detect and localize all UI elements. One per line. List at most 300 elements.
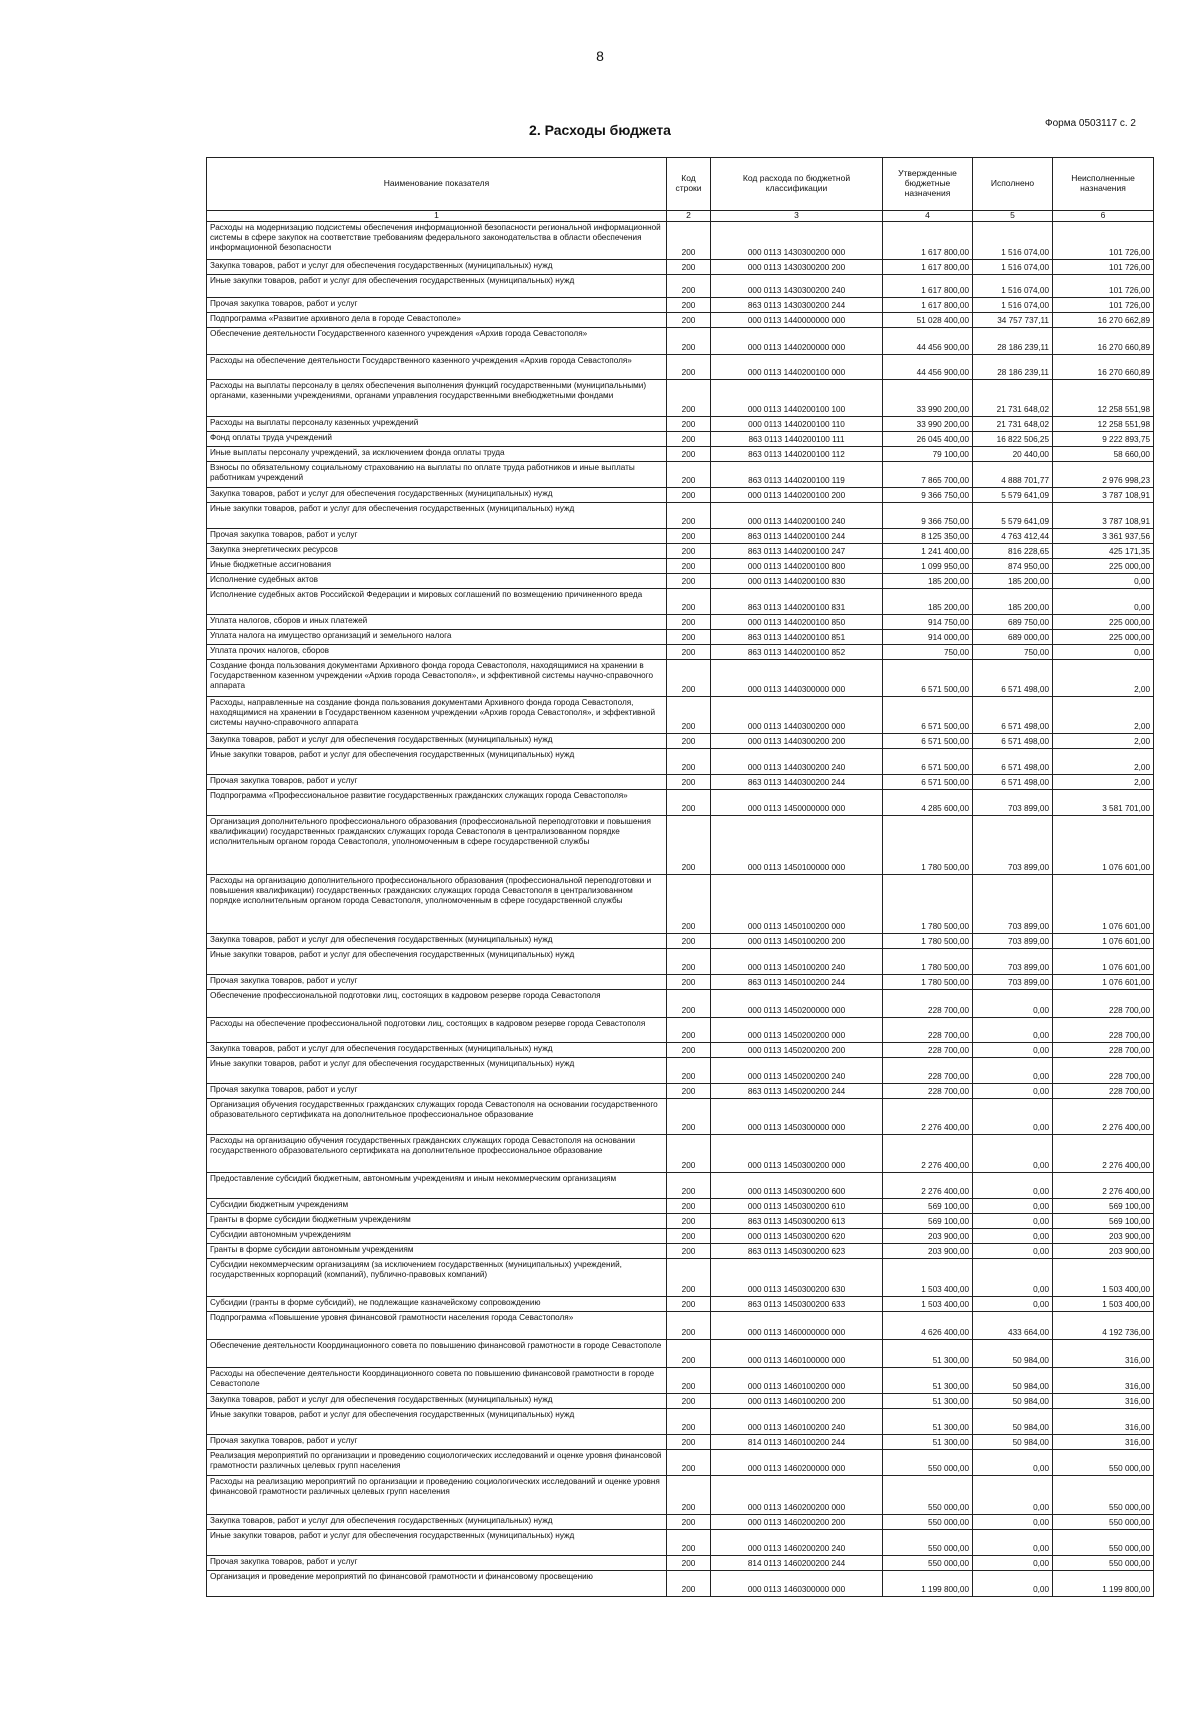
row-approved: 51 300,00 [883,1409,973,1435]
row-line-code: 200 [667,1214,711,1229]
table-row [207,1530,1154,1556]
row-name: Расходы на обеспечение деятельности Государственного казенного учреждения «Архив города Севастополя» [207,355,667,380]
row-line-code: 200 [667,1530,711,1556]
form-code: Форма 0503117 с. 2 [1044,118,1136,129]
row-approved: 9 366 750,00 [883,488,973,503]
row-executed: 50 984,00 [973,1368,1053,1394]
row-unexecuted: 225 000,00 [1053,559,1154,574]
row-unexecuted: 2,00 [1053,734,1154,749]
column-number: 6 [1053,211,1154,222]
table-body [207,222,1154,1597]
row-line-code: 200 [667,417,711,432]
row-line-code: 200 [667,380,711,417]
row-unexecuted: 9 222 893,75 [1053,432,1154,447]
header-executed: Исполнено [973,158,1053,211]
table-row [207,1084,1154,1099]
row-line-code: 200 [667,875,711,934]
row-approved: 1 780 500,00 [883,875,973,934]
row-line-code: 200 [667,949,711,975]
column-number: 4 [883,211,973,222]
row-line-code: 200 [667,1435,711,1450]
row-classification-code: 000 0113 1450100200 200 [711,934,883,949]
header-unexecuted: Неисполненные назначения [1053,158,1154,211]
row-classification-code: 000 0113 1450100200 000 [711,875,883,934]
table-row [207,816,1154,875]
row-unexecuted: 2 276 400,00 [1053,1099,1154,1135]
row-line-code: 200 [667,328,711,355]
row-line-code: 200 [667,275,711,298]
row-executed: 28 186 239,11 [973,328,1053,355]
table-row [207,1135,1154,1173]
row-executed: 6 571 498,00 [973,749,1053,775]
row-executed: 0,00 [973,1229,1053,1244]
row-classification-code: 863 0113 1450100200 244 [711,975,883,990]
row-name: Закупка товаров, работ и услуг для обеспечения государственных (муниципальных) нужд [207,260,667,275]
table-row [207,1199,1154,1214]
row-classification-code: 863 0113 1450300200 633 [711,1297,883,1312]
row-approved: 203 900,00 [883,1229,973,1244]
row-classification-code: 000 0113 1440300000 000 [711,660,883,697]
row-classification-code: 863 0113 1430300200 244 [711,298,883,313]
header-indicator-name: Наименование показателя [207,158,667,211]
row-approved: 79 100,00 [883,447,973,462]
table-row [207,1099,1154,1135]
row-line-code: 200 [667,990,711,1018]
row-name: Субсидии (гранты в форме субсидий), не подлежащие казначейскому сопровождению [207,1297,667,1312]
row-name: Обеспечение профессиональной подготовки лиц, состоящих в кадровом резерве города Севастополя [207,990,667,1018]
row-name: Закупка товаров, работ и услуг для обеспечения государственных (муниципальных) нужд [207,734,667,749]
row-name: Обеспечение деятельности Государственного казенного учреждения «Архив города Севастополя» [207,328,667,355]
row-line-code: 200 [667,488,711,503]
row-name: Взносы по обязательному социальному страхованию на выплаты по оплате труда работников и иные выплаты работникам учреждений [207,462,667,488]
row-name: Исполнение судебных актов Российской Федерации и мировых соглашений по возмещению причиненного вреда [207,589,667,615]
row-classification-code: 863 0113 1440200100 119 [711,462,883,488]
row-executed: 0,00 [973,1173,1053,1199]
row-classification-code: 000 0113 1450300200 610 [711,1199,883,1214]
row-line-code: 200 [667,1515,711,1530]
row-approved: 1 617 800,00 [883,275,973,298]
row-name: Расходы на организацию обучения государственных гражданских служащих города Севастополя на основании государственного образовательного сертификата на дополнительное профессиональное образование [207,1135,667,1173]
row-unexecuted: 0,00 [1053,589,1154,615]
row-classification-code: 000 0113 1440200000 000 [711,328,883,355]
row-line-code: 200 [667,630,711,645]
row-name: Расходы на модернизацию подсистемы обеспечения информационной безопасности региональной информационной системы в сфере закупок на соответствие требованиям федерального законодательства в области обеспечения информационной безопасности [207,222,667,260]
row-approved: 9 366 750,00 [883,503,973,529]
row-approved: 8 125 350,00 [883,529,973,544]
row-classification-code: 863 0113 1440200100 851 [711,630,883,645]
row-executed: 1 516 074,00 [973,260,1053,275]
row-approved: 44 456 900,00 [883,355,973,380]
row-executed: 0,00 [973,1018,1053,1043]
row-unexecuted: 3 361 937,56 [1053,529,1154,544]
table-row [207,589,1154,615]
row-name: Иные закупки товаров, работ и услуг для обеспечения государственных (муниципальных) нужд [207,1530,667,1556]
row-executed: 6 571 498,00 [973,697,1053,734]
row-line-code: 200 [667,615,711,630]
row-executed: 20 440,00 [973,447,1053,462]
row-name: Подпрограмма «Повышение уровня финансовой грамотности населения города Севастополя» [207,1312,667,1340]
row-name: Расходы на обеспечение деятельности Координационного совета по повышению финансовой грамотности в городе Севастополе [207,1368,667,1394]
table-row [207,260,1154,275]
row-line-code: 200 [667,1058,711,1084]
row-classification-code: 814 0113 1460100200 244 [711,1435,883,1450]
row-approved: 6 571 500,00 [883,697,973,734]
row-classification-code: 000 0113 1460100200 200 [711,1394,883,1409]
row-executed: 816 228,65 [973,544,1053,559]
row-classification-code: 000 0113 1450200200 240 [711,1058,883,1084]
table-row [207,503,1154,529]
row-classification-code: 000 0113 1460100000 000 [711,1340,883,1368]
row-approved: 6 571 500,00 [883,734,973,749]
row-unexecuted: 228 700,00 [1053,1018,1154,1043]
row-line-code: 200 [667,1259,711,1297]
row-executed: 185 200,00 [973,589,1053,615]
row-executed: 0,00 [973,1244,1053,1259]
row-executed: 21 731 648,02 [973,417,1053,432]
document-title: 2. Расходы бюджета [529,122,671,138]
row-executed: 1 516 074,00 [973,275,1053,298]
table-row [207,447,1154,462]
row-unexecuted: 2 276 400,00 [1053,1135,1154,1173]
table-row [207,488,1154,503]
row-classification-code: 000 0113 1450300000 000 [711,1099,883,1135]
table-row [207,222,1154,260]
row-unexecuted: 101 726,00 [1053,260,1154,275]
table-row [207,1229,1154,1244]
row-approved: 1 780 500,00 [883,975,973,990]
row-classification-code: 000 0113 1450300200 000 [711,1135,883,1173]
row-unexecuted: 16 270 660,89 [1053,355,1154,380]
table-row [207,1556,1154,1571]
table-row [207,1476,1154,1515]
table-row [207,645,1154,660]
table-row [207,775,1154,790]
row-line-code: 200 [667,355,711,380]
row-name: Расходы на выплаты персоналу казенных учреждений [207,417,667,432]
table-row [207,417,1154,432]
row-line-code: 200 [667,816,711,875]
row-line-code: 200 [667,574,711,589]
row-unexecuted: 101 726,00 [1053,298,1154,313]
table-row [207,1450,1154,1476]
row-approved: 51 300,00 [883,1435,973,1450]
row-approved: 1 780 500,00 [883,816,973,875]
table-row [207,313,1154,328]
row-name: Закупка товаров, работ и услуг для обеспечения государственных (муниципальных) нужд [207,488,667,503]
row-approved: 44 456 900,00 [883,328,973,355]
table-row [207,615,1154,630]
row-approved: 1 780 500,00 [883,949,973,975]
row-classification-code: 000 0113 1430300200 200 [711,260,883,275]
row-name: Закупка товаров, работ и услуг для обеспечения государственных (муниципальных) нужд [207,1394,667,1409]
row-approved: 2 276 400,00 [883,1173,973,1199]
row-executed: 703 899,00 [973,975,1053,990]
row-executed: 0,00 [973,1476,1053,1515]
table-row [207,559,1154,574]
row-approved: 914 000,00 [883,630,973,645]
row-name: Закупка энергетических ресурсов [207,544,667,559]
row-executed: 0,00 [973,1450,1053,1476]
row-line-code: 200 [667,975,711,990]
row-unexecuted: 1 076 601,00 [1053,934,1154,949]
table-row [207,934,1154,949]
row-name: Закупка товаров, работ и услуг для обеспечения государственных (муниципальных) нужд [207,1515,667,1530]
row-unexecuted: 0,00 [1053,574,1154,589]
row-classification-code: 000 0113 1440200100 000 [711,355,883,380]
row-unexecuted: 1 076 601,00 [1053,975,1154,990]
row-approved: 1 241 400,00 [883,544,973,559]
row-name: Прочая закупка товаров, работ и услуг [207,298,667,313]
row-approved: 1 617 800,00 [883,260,973,275]
table-row [207,1571,1154,1597]
row-line-code: 200 [667,775,711,790]
row-line-code: 200 [667,697,711,734]
row-name: Иные закупки товаров, работ и услуг для обеспечения государственных (муниципальных) нужд [207,1409,667,1435]
table-row [207,1409,1154,1435]
table-row [207,1435,1154,1450]
row-line-code: 200 [667,1018,711,1043]
row-classification-code: 000 0113 1440200100 110 [711,417,883,432]
table-row [207,949,1154,975]
row-approved: 550 000,00 [883,1515,973,1530]
table-row [207,1018,1154,1043]
table-row [207,1515,1154,1530]
row-approved: 228 700,00 [883,990,973,1018]
table-row [207,1214,1154,1229]
row-executed: 16 822 506,25 [973,432,1053,447]
row-name: Организация обучения государственных гражданских служащих города Севастополя на основании государственного образовательного сертификата на дополнительное профессиональное образование [207,1099,667,1135]
header-line-code: Код строки [667,158,711,211]
row-name: Прочая закупка товаров, работ и услуг [207,529,667,544]
table-row [207,660,1154,697]
row-executed: 1 516 074,00 [973,298,1053,313]
row-line-code: 200 [667,1297,711,1312]
row-executed: 0,00 [973,1043,1053,1058]
row-classification-code: 000 0113 1450200200 000 [711,1018,883,1043]
row-executed: 0,00 [973,1058,1053,1084]
row-executed: 703 899,00 [973,949,1053,975]
row-line-code: 200 [667,1312,711,1340]
row-name: Иные закупки товаров, работ и услуг для обеспечения государственных (муниципальных) нужд [207,949,667,975]
row-classification-code: 863 0113 1450300200 613 [711,1214,883,1229]
expenses-table [206,157,1154,1597]
row-executed: 0,00 [973,1297,1053,1312]
row-unexecuted: 2,00 [1053,660,1154,697]
row-executed: 0,00 [973,1515,1053,1530]
row-executed: 689 000,00 [973,630,1053,645]
row-executed: 0,00 [973,1556,1053,1571]
table-row [207,432,1154,447]
row-unexecuted: 16 270 660,89 [1053,328,1154,355]
row-unexecuted: 16 270 662,89 [1053,313,1154,328]
row-classification-code: 863 0113 1440200100 831 [711,589,883,615]
row-unexecuted: 550 000,00 [1053,1556,1154,1571]
row-approved: 228 700,00 [883,1018,973,1043]
row-line-code: 200 [667,447,711,462]
row-line-code: 200 [667,298,711,313]
row-line-code: 200 [667,790,711,816]
row-approved: 7 865 700,00 [883,462,973,488]
row-executed: 50 984,00 [973,1435,1053,1450]
table-row [207,990,1154,1018]
row-line-code: 200 [667,1571,711,1597]
row-unexecuted: 316,00 [1053,1394,1154,1409]
row-approved: 1 099 950,00 [883,559,973,574]
row-name: Прочая закупка товаров, работ и услуг [207,775,667,790]
table-row [207,1340,1154,1368]
row-unexecuted: 228 700,00 [1053,1058,1154,1084]
row-unexecuted: 569 100,00 [1053,1214,1154,1229]
row-classification-code: 000 0113 1450300200 600 [711,1173,883,1199]
row-approved: 185 200,00 [883,574,973,589]
row-line-code: 200 [667,589,711,615]
row-unexecuted: 228 700,00 [1053,990,1154,1018]
row-line-code: 200 [667,749,711,775]
row-classification-code: 000 0113 1460000000 000 [711,1312,883,1340]
row-unexecuted: 101 726,00 [1053,222,1154,260]
row-classification-code: 863 0113 1440200100 112 [711,447,883,462]
row-unexecuted: 1 076 601,00 [1053,875,1154,934]
row-name: Обеспечение деятельности Координационного совета по повышению финансовой грамотности в городе Севастополе [207,1340,667,1368]
row-approved: 51 300,00 [883,1368,973,1394]
row-executed: 50 984,00 [973,1340,1053,1368]
row-approved: 33 990 200,00 [883,380,973,417]
row-classification-code: 000 0113 1460200200 240 [711,1530,883,1556]
row-line-code: 200 [667,645,711,660]
table-row [207,574,1154,589]
row-classification-code: 000 0113 1460300000 000 [711,1571,883,1597]
table-row [207,790,1154,816]
row-approved: 2 276 400,00 [883,1135,973,1173]
row-unexecuted: 2,00 [1053,697,1154,734]
row-unexecuted: 225 000,00 [1053,630,1154,645]
row-classification-code: 000 0113 1450100000 000 [711,816,883,875]
table-row [207,1312,1154,1340]
column-number-row [207,211,1154,222]
row-approved: 6 571 500,00 [883,749,973,775]
row-name: Расходы, направленные на создание фонда пользования документами Архивного фонда города Севастополя, находящимися на хранении в Государственном казенном учреждении «Архив города Севастополя», и эффективной системы научно-справочного аппарата [207,697,667,734]
row-line-code: 200 [667,734,711,749]
row-unexecuted: 203 900,00 [1053,1244,1154,1259]
row-line-code: 200 [667,432,711,447]
row-unexecuted: 2,00 [1053,749,1154,775]
row-executed: 750,00 [973,645,1053,660]
row-executed: 50 984,00 [973,1409,1053,1435]
row-name: Подпрограмма «Развитие архивного дела в городе Севастополе» [207,313,667,328]
row-approved: 228 700,00 [883,1084,973,1099]
table-row [207,1297,1154,1312]
row-classification-code: 000 0113 1440300200 240 [711,749,883,775]
row-unexecuted: 2 976 998,23 [1053,462,1154,488]
row-line-code: 200 [667,1173,711,1199]
row-unexecuted: 1 076 601,00 [1053,816,1154,875]
row-executed: 0,00 [973,1099,1053,1135]
row-approved: 550 000,00 [883,1530,973,1556]
row-line-code: 200 [667,260,711,275]
row-executed: 433 664,00 [973,1312,1053,1340]
row-classification-code: 863 0113 1450300200 623 [711,1244,883,1259]
row-name: Фонд оплаты труда учреждений [207,432,667,447]
table-row [207,275,1154,298]
row-line-code: 200 [667,1099,711,1135]
row-classification-code: 000 0113 1440300200 000 [711,697,883,734]
header-approved: Утвержденные бюджетные назначения [883,158,973,211]
row-unexecuted: 1 503 400,00 [1053,1259,1154,1297]
row-executed: 6 571 498,00 [973,775,1053,790]
table-row [207,1244,1154,1259]
row-name: Предоставление субсидий бюджетным, автономным учреждениям и иным некоммерческим организациям [207,1173,667,1199]
row-classification-code: 863 0113 1440300200 244 [711,775,883,790]
row-unexecuted: 4 192 736,00 [1053,1312,1154,1340]
table-row [207,875,1154,934]
row-approved: 33 990 200,00 [883,417,973,432]
row-executed: 0,00 [973,1259,1053,1297]
row-approved: 1 503 400,00 [883,1297,973,1312]
row-name: Реализация мероприятий по организации и проведению социологических исследований и оценке уровня финансовой грамотности различных целевых групп населения [207,1450,667,1476]
row-unexecuted: 316,00 [1053,1340,1154,1368]
row-line-code: 200 [667,529,711,544]
row-unexecuted: 550 000,00 [1053,1515,1154,1530]
row-line-code: 200 [667,934,711,949]
row-approved: 6 571 500,00 [883,660,973,697]
table-row [207,298,1154,313]
row-classification-code: 000 0113 1440200100 100 [711,380,883,417]
row-executed: 50 984,00 [973,1394,1053,1409]
row-unexecuted: 2 276 400,00 [1053,1173,1154,1199]
row-executed: 6 571 498,00 [973,734,1053,749]
row-approved: 1 780 500,00 [883,934,973,949]
row-unexecuted: 203 900,00 [1053,1229,1154,1244]
row-name: Уплата налогов, сборов и иных платежей [207,615,667,630]
row-name: Закупка товаров, работ и услуг для обеспечения государственных (муниципальных) нужд [207,1043,667,1058]
row-line-code: 200 [667,1199,711,1214]
row-approved: 26 045 400,00 [883,432,973,447]
row-unexecuted: 316,00 [1053,1409,1154,1435]
row-executed: 0,00 [973,1530,1053,1556]
row-unexecuted: 12 258 551,98 [1053,380,1154,417]
row-unexecuted: 1 076 601,00 [1053,949,1154,975]
row-approved: 750,00 [883,645,973,660]
row-classification-code: 000 0113 1460100200 240 [711,1409,883,1435]
row-executed: 0,00 [973,990,1053,1018]
row-approved: 569 100,00 [883,1214,973,1229]
row-classification-code: 000 0113 1450300200 630 [711,1259,883,1297]
row-unexecuted: 228 700,00 [1053,1043,1154,1058]
row-executed: 703 899,00 [973,816,1053,875]
row-approved: 185 200,00 [883,589,973,615]
row-executed: 6 571 498,00 [973,660,1053,697]
table-row [207,1368,1154,1394]
row-line-code: 200 [667,462,711,488]
row-line-code: 200 [667,1340,711,1368]
row-unexecuted: 0,00 [1053,645,1154,660]
row-executed: 1 516 074,00 [973,222,1053,260]
row-executed: 0,00 [973,1084,1053,1099]
table-row [207,1394,1154,1409]
row-line-code: 200 [667,503,711,529]
row-unexecuted: 2,00 [1053,775,1154,790]
row-unexecuted: 550 000,00 [1053,1450,1154,1476]
row-unexecuted: 3 787 108,91 [1053,503,1154,529]
row-classification-code: 000 0113 1430300200 240 [711,275,883,298]
row-classification-code: 863 0113 1440200100 244 [711,529,883,544]
row-name: Расходы на организацию дополнительного профессионального образования (профессиональной переподготовки и повышения квалификации) государственных гражданских служащих города Севастополя в централизованном порядке исполнительным органом города Севастополя, уполномоченным в сфере государственной службы [207,875,667,934]
row-classification-code: 863 0113 1450200200 244 [711,1084,883,1099]
row-classification-code: 000 0113 1460200200 000 [711,1476,883,1515]
table-row [207,355,1154,380]
row-unexecuted: 225 000,00 [1053,615,1154,630]
row-name: Иные выплаты персоналу учреждений, за исключением фонда оплаты труда [207,447,667,462]
